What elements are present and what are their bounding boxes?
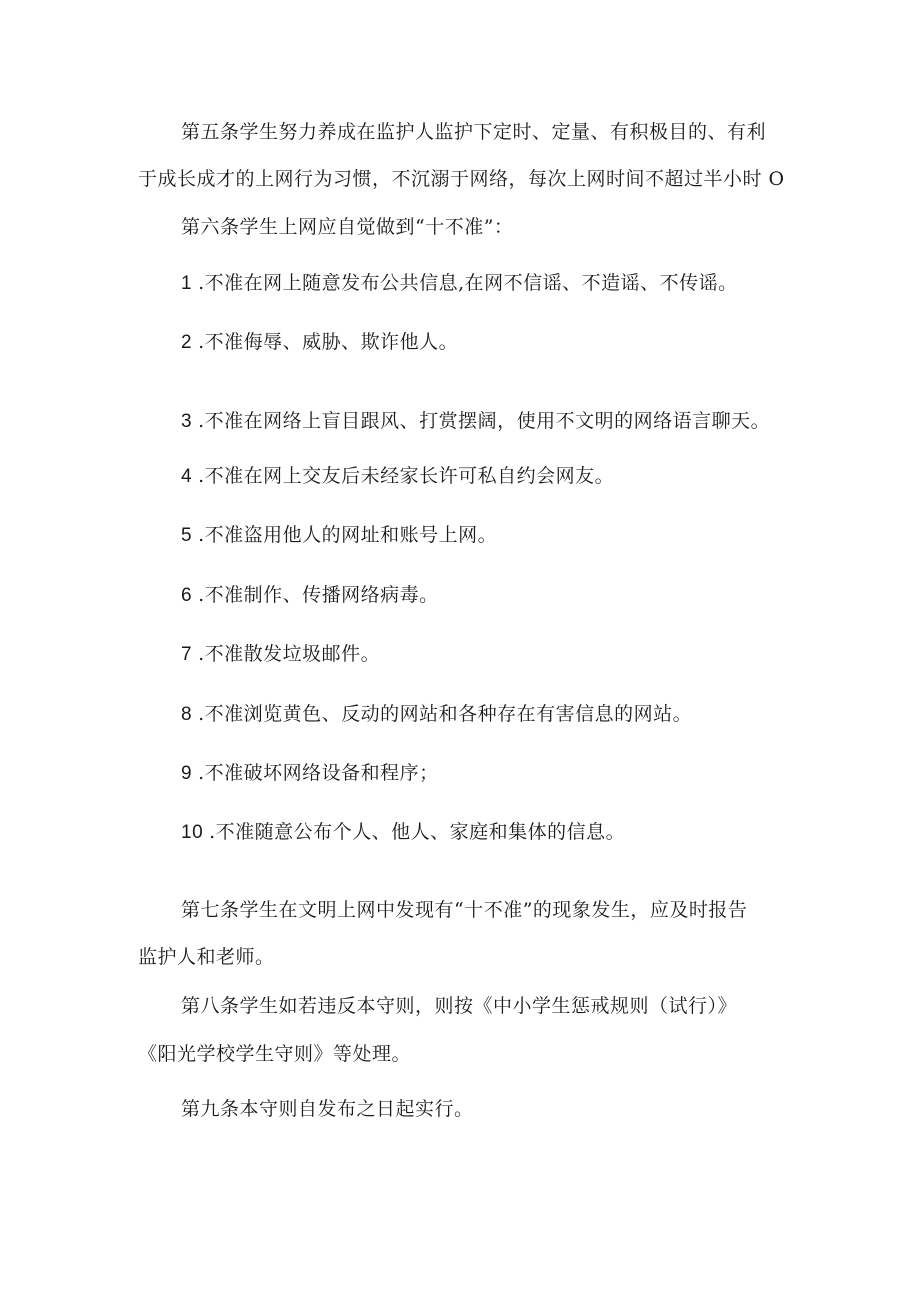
article-6-heading: 第六条学生上网应自觉做到“十不准”：: [181, 216, 514, 238]
rule-item-5: [181, 522, 497, 549]
rule-number: 7: [181, 644, 193, 665]
article-7-line-1: 第七条学生在文明上网中发现有“十不准”的现象发生，应及时报告: [181, 899, 748, 921]
article-8-line-2: 《阳光学校学生守则》等处理。: [138, 1043, 412, 1065]
rule-number: 9: [181, 763, 193, 784]
rule-text: .不准随意公布个人、他人、家庭和集体的信息。: [209, 821, 626, 843]
article-9-line-1: 第九条本守则自发布之日起实行。: [181, 1098, 474, 1120]
rule-number: 4: [181, 466, 193, 487]
article-8-line-1: 第八条学生如若违反本守则，则按《中小学生惩戒规则（试行）》: [181, 995, 738, 1017]
rule-number: 3: [181, 411, 193, 432]
rule-text: .不准散发垃圾邮件。: [198, 643, 381, 665]
rule-text: .不准破坏网络设备和程序；: [198, 762, 439, 784]
rule-text: .不准在网络上盲目跟风、打赏摆阔，使用不文明的网络语言聊天。: [198, 410, 771, 432]
rule-item-2: [181, 329, 458, 356]
rule-number: 1: [181, 273, 193, 294]
rule-item-7: [181, 641, 380, 668]
rule-item-6: [181, 582, 439, 609]
rule-number: 5: [181, 525, 193, 546]
rule-text: .不准在网上随意发布公共信息,在网不信谣、不造谣、不传谣。: [198, 272, 738, 294]
rule-text: .不准在网上交友后未经家长许可私自约会网友。: [198, 465, 615, 487]
rule-text: .不准侮辱、威胁、欺诈他人。: [198, 331, 459, 353]
rule-item-1: [181, 270, 738, 297]
rule-text: .不准浏览黄色、反动的网站和各种存在有害信息的网站。: [198, 703, 693, 725]
rule-number: 10: [181, 822, 204, 843]
rule-item-9: [181, 760, 439, 787]
rule-text: .不准制作、传播网络病毒。: [198, 584, 439, 606]
rule-number: 6: [181, 585, 193, 606]
rule-item-3: [181, 408, 770, 435]
article-7-line-2: 监护人和老师。: [138, 946, 275, 968]
rule-item-4: [181, 463, 614, 490]
rule-text: .不准盗用他人的网址和账号上网。: [198, 524, 498, 546]
rule-item-8: [181, 701, 692, 728]
rule-number: 8: [181, 704, 193, 725]
rule-item-10: [181, 819, 625, 846]
article-5-line-1: 第五条学生努力养成在监护人监护下定时、定量、有积极目的、有利: [181, 121, 767, 143]
rule-number: 2: [181, 332, 193, 353]
article-5-line-2: 于成长成才的上网行为习惯，不沉溺于网络，每次上网时间不超过半小时 O: [138, 168, 785, 190]
